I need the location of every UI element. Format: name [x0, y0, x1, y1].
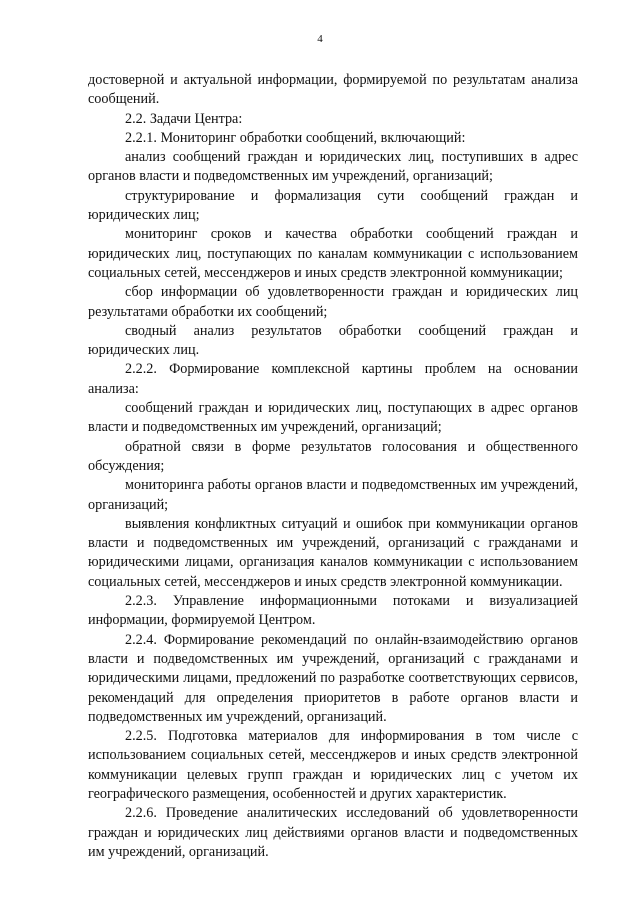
subsection-2-2-3: 2.2.3. Управление информационными потоками и визуализацией информации, формируемой Центром. [88, 593, 578, 629]
paragraph-intro-continuation: достоверной и актуальной информации, формируемой по результатам анализа сообщений. [88, 72, 578, 108]
list-item: сбор информации об удовлетворенности граждан и юридических лиц результатами обработки их сообщений; [88, 284, 578, 320]
document-body [88, 71, 578, 862]
subsection-2-2-4: 2.2.4. Формирование рекомендаций по онлайн-взаимодействию органов власти и подведомственных им учреждений, организаций с гражданами и юридическими лицами, предложений по разработке соответствующих сервисов, рекомендаций для определения приоритетов в работе органов власти и подведомственных им учреждений, организаций. [88, 631, 578, 725]
subsection-2-2-5: 2.2.5. Подготовка материалов для информирования в том числе с использованием социальных сетей, мессенджеров и иных средств электронной коммуникации целевых групп граждан и юридических лиц с учетом их географического размещения, особенностей и других характеристик. [88, 728, 578, 802]
list-item: сводный анализ результатов обработки сообщений граждан и юридических лиц. [88, 322, 578, 359]
list-item: анализ сообщений граждан и юридических лиц, поступивших в адрес органов власти и подведомственных им учреждений, организаций; [88, 149, 578, 185]
list-item: мониторинга работы органов власти и подведомственных им учреждений, организаций; [88, 477, 578, 513]
list-item: обратной связи в форме результатов голосования и общественного обсуждения; [88, 438, 578, 474]
list-item: структурирование и формализация сути сообщений граждан и юридических лиц; [88, 187, 578, 224]
subsection-2-2-1: 2.2.1. Мониторинг обработки сообщений, включающий: [125, 129, 466, 146]
subsection-2-2-2: 2.2.2. Формирование комплексной картины проблем на основании анализа: [88, 361, 578, 397]
page-number: 4 [317, 33, 323, 45]
list-item: сообщений граждан и юридических лиц, поступающих в адрес органов власти и подведомственных им учреждений, организаций; [88, 400, 578, 436]
section-heading-2-2: 2.2. Задачи Центра: [125, 110, 243, 127]
list-item: выявления конфликтных ситуаций и ошибок при коммуникации органов власти и подведомственных им учреждений, организаций с гражданами и юридическими лицами, организация каналов коммуникации с использованием социальных сетей, мессенджеров и иных средств электронной коммуникации. [88, 515, 578, 590]
subsection-2-2-6: 2.2.6. Проведение аналитических исследований об удовлетворенности граждан и юридических лиц действиями органов власти и подведомственных им учреждений, организаций. [88, 805, 578, 860]
list-item: мониторинг сроков и качества обработки сообщений граждан и юридических лиц, поступающих по каналам коммуникации с использованием социальных сетей, мессенджеров и иных средств электронной коммуникации; [88, 226, 578, 281]
